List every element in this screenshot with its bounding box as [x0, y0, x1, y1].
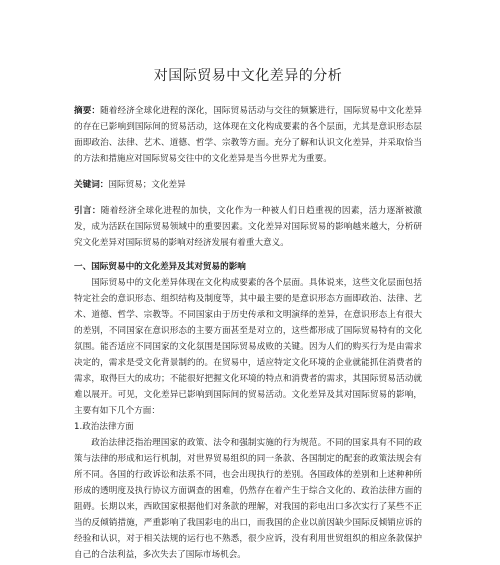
- abstract-text: 随着经济全球化进程的深化，国际贸易活动与交往的频繁进行，国际贸易中文化差异的存在已影响到国际间的贸易活动，这体现在文化构成要素的各个层面，尤其是意识形态层面即政治、法律、艺术、道德、哲学、宗教等方面。充分了解和认识文化差异，并采取恰当的方法和措施应对国际贸易交往中的文化差异是当今世界尤为重要。: [74, 106, 422, 164]
- section-heading: 一、国际贸易中的文化差异及其对贸易的影响: [74, 262, 246, 272]
- intro-label: 引言：: [74, 206, 101, 216]
- keywords-label: 关键词：: [74, 180, 109, 190]
- intro-paragraph: [74, 203, 422, 251]
- subsection-paragraph: 政治法律泛指治理国家的政策、法令和强制实施的行为规范。不同的国家具有不同的政策与法律的形成和运行机制，对世界贸易组织的同一条款、各国制定的配套的政策法规会有所不同。各国的行政诉讼和法系不同，也会出现执行的差别。各国政体的差别和上述种种所形成的透明度及执行协议方面调查的困难，仍然存在着产生于综合文化的、政治法律方面的阻碍。长期以来，西欧国家根据他们对条款的理解，对我国的彩电出口多次实行了某些不正当的反倾销措施，严重影响了我国彩电的出口，而我国的企业以前因缺少国际反倾销应诉的经验和认识，对于相关法规的运行也不熟悉，很少应诉，没有利用世贸组织的相应条款保护自己的合法利益，多次失去了国际市场机会。: [74, 438, 422, 560]
- section-paragraph: 国际贸易中的文化差异体现在文化构成要素的各个层面。具体说来，这些文化层面包括特定社会的意识形态、组织结构及制度等，其中最主要的是意识形态方面即政治、法律、艺术、道德、哲学、宗教等。不同国家由于历史传承和文明演绎的差异，在意识形态上有很大的差别，不同国家在意识形态的主要方面甚至是对立的，这些都形成了国际贸易特有的文化氛围。能否适应不同国家的文化氛围是国际贸易成败的关键。因为人们的购买行为是由需求决定的，需求是受文化背景制约的。在贸易中，适应特定文化环境的企业就能抓住消费者的需求，取得巨大的成功；不能很好把握文化环境的特点和消费者的需求，其国际贸易活动就难以展开。可见，文化差异已影响到国际间的贸易活动。文化差异及其对国际贸易的影响，主要有如下几个方面：: [74, 278, 422, 416]
- paper-title: 对国际贸易中文化差异的分析: [153, 68, 343, 84]
- keywords-paragraph: [74, 177, 422, 193]
- intro-text: 随着经济全球化进程的加快，文化作为一种被人们日趋重视的因素，活力逐渐被激发，成为活跃在国际贸易领域中的重要因素。文化差异对国际贸易的影响越来越大，分析研究文化差异对国际贸易的影响对经济发展有着重大意义。: [74, 206, 422, 248]
- keywords-text: 国际贸易；文化差异: [108, 180, 186, 190]
- subsection-heading: 1.政治法律方面: [74, 422, 134, 432]
- abstract-label: 摘要：: [74, 106, 101, 116]
- abstract-paragraph: [74, 103, 422, 167]
